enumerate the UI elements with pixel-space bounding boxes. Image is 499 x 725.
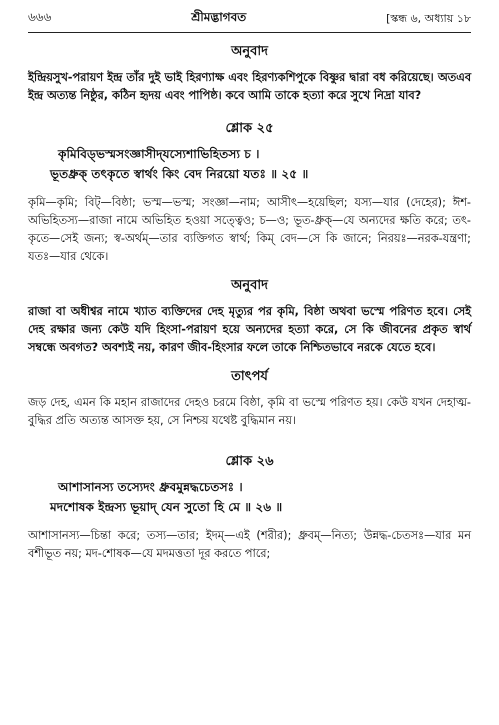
verse-25-line-1: কৃমিবিড্ভস্মসংজ্ঞাসীদ্‌যস্যেশাভিহিতস্য চ । [58, 147, 260, 161]
translation-text: ইন্দ্রিয়সুখ-পরায়ণ ইন্দ্র তাঁর দুই ভাই হিরণ্যাক্ষ এবং হিরণ্যকশিপুকে বিষ্ণুর দ্বারা বধ করিয়েছে। অতএব ইন্দ্র অত্যন্ত নিষ্ঠুর, কঠিন হৃদয় এবং পাপিষ্ঠ। কবে আমি তাকে হত্যা করে সুখে নিদ্রা যাব? [28, 71, 471, 102]
verse-26-line-2: মদশোষক ইন্দ্রস্য ভূয়াদ্ যেন সুতো হি মে ॥ ২৬ ॥ [50, 500, 283, 514]
verse-26-synonyms: আশাসানস্য—চিন্তা করে; তস্য—তার; ইদম্—এই (শরীর); ধ্রুবম্—নিত্য; উন্নদ্ধ-চেতসঃ—যার মন বশীভূত নয়; মদ-শোষক—যে মদমত্ততা দূর করতে পারে; [28, 529, 471, 560]
verse-25-line-2: ভূতধ্রুক্ তৎকৃতে স্বার্থং কিং বেদ নিরয়ো যতঃ ॥ ২৫ ॥ [50, 167, 309, 181]
verse-25-heading: শ্লোক ২৫ [225, 121, 274, 136]
page-body [28, 42, 471, 563]
verse-25-translation: রাজা বা অধীশ্বর নামে খ্যাত ব্যক্তিদের দেহ মৃত্যুর পর কৃমি, বিষ্ঠা অথবা ভস্মে পরিণত হবে। সেই দেহ রক্ষার জন্য কেউ যদি হিংসা-পরায়ণ হয়ে অন্যদের হত্যা করে, সে কি জীবনের প্রকৃত স্বার্থ সম্বন্ধে অবগত? অবশ্যই নয়, কারণ জীব-হিংসার ফলে তাকে নিশ্চিতভাবে নরকে যেতে হবে। [28, 305, 471, 354]
book-title: শ্রীমদ্ভাগবত [191, 10, 247, 24]
verse-25-text [28, 144, 471, 184]
page-header [28, 8, 471, 30]
verse-26-heading: শ্লোক ২৬ [225, 454, 274, 469]
verse-25-synonyms: কৃমি—কৃমি; বিট্—বিষ্ঠা; ভস্ম—ভস্ম; সংজ্ঞা—নাম; আসীৎ—হয়েছিল; যস্য—যার (দেহের); ঈশ-অভিহিতস্য—রাজা নামে অভিহিত হওয়া সত্ত্বেও; চ—ও; ভূত-ধ্রুক্—যে অন্যদের ক্ষতি করে; তৎ-কৃতে—সেই জন্য; স্ব-অর্থম্—তার ব্যক্তিগত স্বার্থ; কিম্ বেদ—সে কি জানে; নিরয়ঃ—নরক-যন্ত্রণা; যতঃ—যার থেকে। [28, 196, 471, 263]
purport-heading: তাৎপর্য [231, 369, 268, 384]
verse-26-text [28, 477, 471, 517]
translation-heading: অনুবাদ [231, 44, 268, 59]
header-rule [28, 32, 471, 33]
purport-text: জড় দেহ, এমন কি মহান রাজাদের দেহও চরমে বিষ্ঠা, কৃমি বা ভস্মে পরিণত হয়। কেউ যখন দেহাত্ম-বুদ্ধির প্রতি অত্যন্ত আসক্ত হয়, সে নিশ্চয় যথেষ্ট বুদ্ধিমান নয়। [28, 396, 471, 427]
verse-25-translation-heading: অনুবাদ [231, 278, 268, 293]
chapter-reference: [স্কন্ধ ৬, অধ্যায় ১৮ [386, 11, 471, 25]
verse-26-line-1: আশাসানস্য তস্যেদং ধ্রুবমুন্নদ্ধচেতসঃ । [58, 480, 243, 494]
page-number: ৬৬৬ [28, 10, 52, 24]
